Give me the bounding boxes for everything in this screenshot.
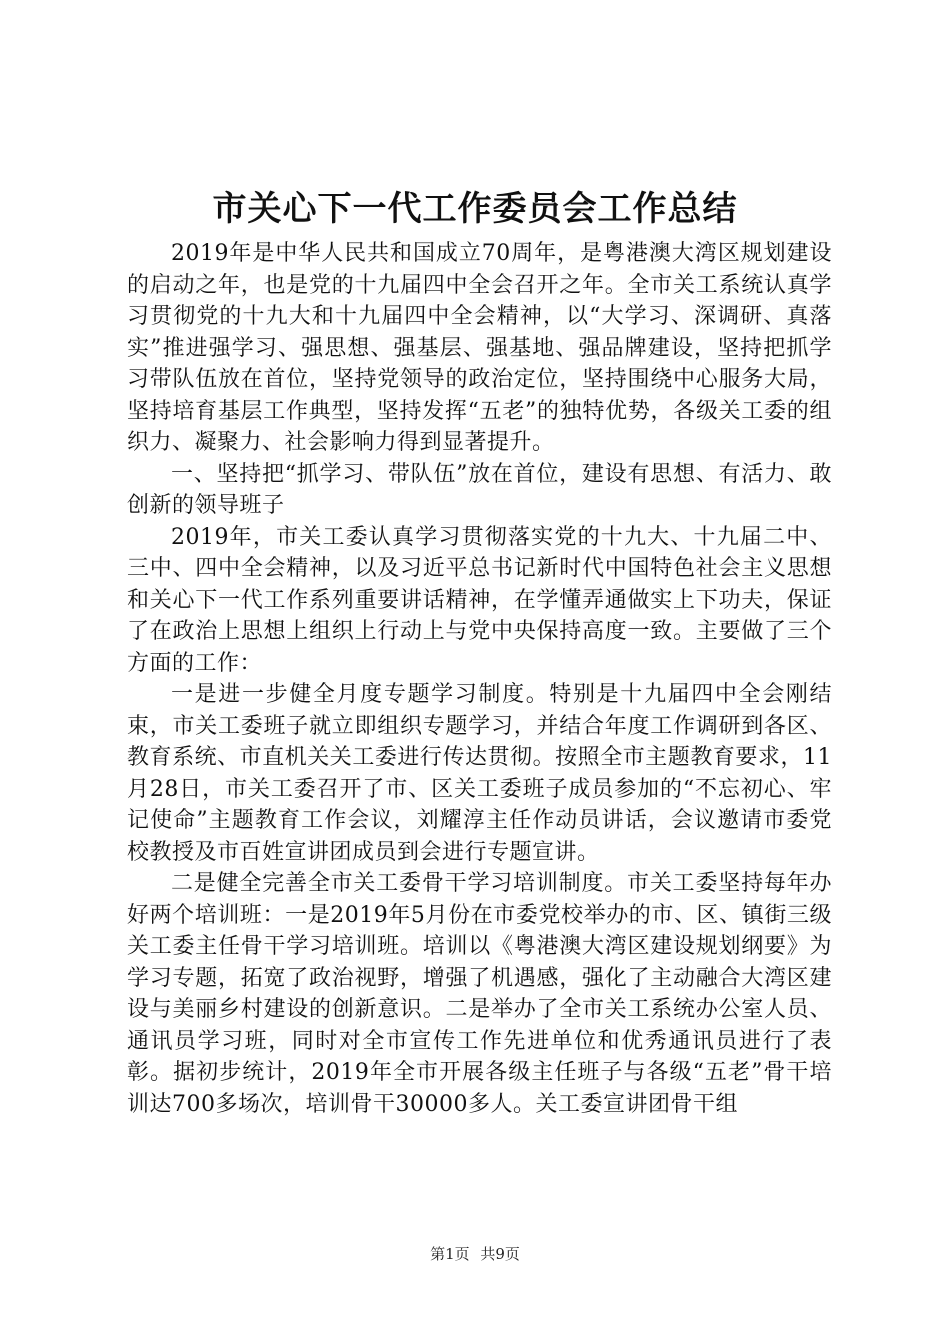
document-body <box>127 238 832 1120</box>
paragraph-item-1: 一是进一步健全月度专题学习制度。特别是十九届四中全会刚结束，市关工委班子就立即组织专题学习，并结合年度工作调研到各区、教育系统、市直机关关工委进行传达贯彻。按照全市主题教育要求，11月28日，市关工委召开了市、区关工委班子成员参加的“不忘初心、牢记使命”主题教育工作会议，刘耀淳主任作动员讲话，会议邀请市委党校教授及市百姓宣讲团成员到会进行专题宣讲。 <box>127 682 832 865</box>
paragraph-item-2: 二是健全完善全市关工委骨干学习培训制度。市关工委坚持每年办好两个培训班：一是2019年5月份在市委党校举办的市、区、镇街三级关工委主任骨干学习培训班。培训以《粤港澳大湾区建设规划纲要》为学习专题，拓宽了政治视野，增强了机遇感，强化了主动融合大湾区建设与美丽乡村建设的创新意识。二是举办了全市关工系统办公室人员、通讯员学习班，同时对全市宣传工作先进单位和优秀通讯员进行了表彰。据初步统计，2019年全市开展各级主任班子与各级“五老”骨干培训达700多场次，培训骨干30000多人。关工委宣讲团骨干组 <box>127 871 832 1117</box>
section-heading-1: 一、坚持把“抓学习、带队伍”放在首位，建设有思想、有活力、敢创新的领导班子 <box>127 461 832 518</box>
paragraph-section-1: 2019年，市关工委认真学习贯彻落实党的十九大、十九届二中、三中、四中全会精神，以及习近平总书记新时代中国特色社会主义思想和关心下一代工作系列重要讲话精神，在学懂弄通做实上下功夫，保证了在政治上思想上组织上行动上与党中央保持高度一致。主要做了三个方面的工作： <box>127 524 832 676</box>
paragraph-intro: 2019年是中华人民共和国成立70周年，是粤港澳大湾区规划建设的启动之年，也是党的十九届四中全会召开之年。全市关工系统认真学习贯彻党的十九大和十九届四中全会精神，以“大学习、深调研、真落实”推进强学习、强思想、强基层、强基地、强品牌建设，坚持把抓学习带队伍放在首位，坚持党领导的政治定位，坚持围绕中心服务大局，坚持培育基层工作典型，坚持发挥“五老”的独特优势，各级关工委的组织力、凝聚力、社会影响力得到显著提升。 <box>127 241 832 455</box>
document-title: 市关心下一代工作委员会工作总结 <box>212 189 738 229</box>
page-total: 共9页 <box>480 1245 520 1263</box>
page-number: 第1页 <box>430 1245 470 1263</box>
page-footer <box>0 1244 950 1264</box>
